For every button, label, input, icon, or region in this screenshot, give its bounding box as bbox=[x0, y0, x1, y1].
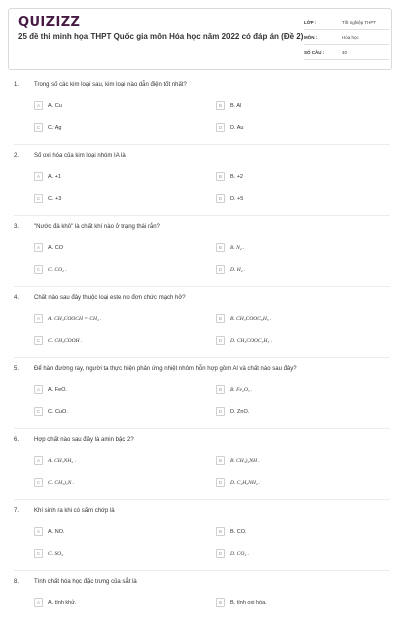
option-letter-box[interactable]: A bbox=[34, 527, 43, 536]
answer-option-b[interactable] bbox=[216, 313, 272, 324]
question-text: Số oxi hóa của kim loại nhóm IA là bbox=[34, 153, 126, 159]
question-header bbox=[14, 577, 137, 587]
answer-option-c[interactable] bbox=[34, 335, 82, 346]
answer-option-d[interactable] bbox=[216, 122, 243, 133]
option-letter-box[interactable]: B bbox=[216, 598, 225, 607]
question-header bbox=[14, 222, 160, 232]
answer-option-d[interactable] bbox=[216, 406, 249, 417]
answer-option-c[interactable] bbox=[34, 477, 74, 488]
question-number: 6. bbox=[14, 437, 20, 443]
meta-value: Hóa học bbox=[342, 34, 359, 40]
question-number: 7. bbox=[14, 508, 20, 514]
answer-option-c[interactable] bbox=[34, 193, 61, 204]
option-text: A. CH₃NH₂ . bbox=[48, 457, 76, 464]
option-text: A. Cu bbox=[48, 102, 62, 109]
quizizz-logo: QUIZIZZ bbox=[18, 15, 81, 30]
question-text: Khí sinh ra khi có sấm chớp là bbox=[34, 508, 115, 514]
answer-option-a[interactable] bbox=[34, 455, 76, 466]
option-letter-box[interactable]: B bbox=[216, 101, 225, 110]
option-text: C. SO₂ bbox=[48, 550, 64, 557]
answer-option-c[interactable] bbox=[34, 122, 61, 133]
answer-option-d[interactable] bbox=[216, 264, 245, 275]
question-list bbox=[14, 76, 390, 644]
option-text: D. Au bbox=[230, 124, 244, 131]
answer-option-d[interactable] bbox=[216, 335, 272, 346]
meta-label: SỐ CÂU : bbox=[304, 49, 325, 55]
option-letter-box[interactable]: B bbox=[216, 314, 225, 323]
answer-option-d[interactable] bbox=[216, 548, 249, 559]
option-letter-box[interactable]: C bbox=[34, 478, 43, 487]
option-text: C. CuO. bbox=[48, 408, 68, 415]
worksheet-meta bbox=[304, 15, 389, 60]
option-letter-box[interactable]: C bbox=[34, 336, 43, 345]
question-3 bbox=[14, 218, 390, 289]
question-text: Để hàn đường ray, người ta thực hiện phản ứng nhiệt nhôm hỗn hợp gồm Al và chất nào sau đây? bbox=[34, 366, 297, 372]
option-letter-box[interactable]: A bbox=[34, 598, 43, 607]
option-text: C. CH₃)₃N . bbox=[48, 479, 75, 486]
question-5 bbox=[14, 360, 390, 431]
answer-option-a[interactable] bbox=[34, 526, 65, 537]
option-text: B. CO. bbox=[230, 528, 247, 535]
meta-row-count bbox=[304, 45, 389, 60]
option-text: B. CH₃)₂NH . bbox=[230, 457, 260, 464]
answer-option-b[interactable] bbox=[216, 455, 260, 466]
meta-row-class bbox=[304, 15, 389, 30]
option-text: D. C₂H₅NH₂ . bbox=[230, 479, 261, 486]
question-header bbox=[14, 293, 186, 303]
answer-option-a[interactable] bbox=[34, 171, 61, 182]
question-number: 8. bbox=[14, 579, 20, 585]
option-text: A. +1 bbox=[48, 173, 61, 180]
answer-option-b[interactable] bbox=[216, 242, 244, 253]
option-text: A. CH₃COOCH = CH₂ . bbox=[48, 315, 102, 322]
option-text: D. H₂ . bbox=[230, 266, 246, 273]
question-header bbox=[14, 506, 115, 516]
worksheet-title: 25 đề thi minh họa THPT Quốc gia môn Hóa học năm 2022 có đáp án (Đề 2) bbox=[18, 32, 304, 41]
question-text: "Nước đá khô" là chất khí nào ở trạng thái rắn? bbox=[34, 224, 160, 230]
option-text: D. CO₂ . bbox=[230, 550, 250, 557]
answer-option-a[interactable] bbox=[34, 597, 76, 608]
option-letter-box[interactable]: C bbox=[34, 123, 43, 132]
option-letter-box[interactable]: D bbox=[216, 265, 225, 274]
meta-value: Tốt nghiệp THPT bbox=[342, 19, 377, 25]
option-letter-box[interactable]: B bbox=[216, 385, 225, 394]
answer-option-a[interactable] bbox=[34, 242, 63, 253]
option-text: A. FeO. bbox=[48, 386, 67, 393]
option-text: B. Al bbox=[230, 102, 242, 109]
answer-option-d[interactable] bbox=[216, 193, 243, 204]
option-text: B. tính oxi hóa. bbox=[230, 599, 267, 606]
question-4 bbox=[14, 289, 390, 360]
question-8 bbox=[14, 573, 390, 644]
option-text: D. ZnO. bbox=[230, 408, 250, 415]
option-text: C. CH₃COOH . bbox=[48, 337, 83, 344]
option-text: A. CO bbox=[48, 244, 63, 251]
worksheet-header bbox=[8, 8, 392, 70]
option-letter-box[interactable]: C bbox=[34, 407, 43, 416]
question-number: 2. bbox=[14, 153, 20, 159]
question-text: Tính chất hóa học đặc trưng của sắt là bbox=[34, 579, 137, 585]
option-letter-box[interactable]: D bbox=[216, 478, 225, 487]
option-letter-box[interactable]: B bbox=[216, 243, 225, 252]
question-header bbox=[14, 80, 187, 90]
question-text: Chất nào sau đây thuộc loại este no đơn chức mạch hở? bbox=[34, 295, 186, 301]
option-text: A. NO. bbox=[48, 528, 65, 535]
option-letter-box[interactable]: D bbox=[216, 123, 225, 132]
question-divider bbox=[14, 570, 390, 571]
question-header bbox=[14, 151, 126, 161]
option-letter-box[interactable]: A bbox=[34, 243, 43, 252]
option-letter-box[interactable]: A bbox=[34, 385, 43, 394]
answer-option-b[interactable] bbox=[216, 597, 267, 608]
question-divider bbox=[14, 357, 390, 358]
option-letter-box[interactable]: C bbox=[34, 549, 43, 558]
question-divider bbox=[14, 428, 390, 429]
answer-option-b[interactable] bbox=[216, 100, 241, 111]
answer-option-a[interactable] bbox=[34, 100, 62, 111]
question-header bbox=[14, 435, 134, 445]
question-divider bbox=[14, 144, 390, 145]
option-letter-box[interactable]: B bbox=[216, 456, 225, 465]
option-letter-box[interactable]: D bbox=[216, 549, 225, 558]
meta-label: MÔN : bbox=[304, 34, 318, 40]
answer-option-b[interactable] bbox=[216, 526, 247, 537]
option-letter-box[interactable]: B bbox=[216, 172, 225, 181]
option-text: B. CH₃COOC₆H₅ . bbox=[230, 315, 272, 322]
option-letter-box[interactable]: C bbox=[34, 194, 43, 203]
option-letter-box[interactable]: D bbox=[216, 407, 225, 416]
question-divider bbox=[14, 499, 390, 500]
question-number: 5. bbox=[14, 366, 20, 372]
option-letter-box[interactable]: A bbox=[34, 172, 43, 181]
question-number: 3. bbox=[14, 224, 20, 230]
option-text: B. +2 bbox=[230, 173, 243, 180]
meta-label: LỚP : bbox=[304, 19, 317, 25]
question-7 bbox=[14, 502, 390, 573]
option-text: D. CH₃COOC₂H₅ . bbox=[230, 337, 273, 344]
question-number: 4. bbox=[14, 295, 20, 301]
question-number: 1. bbox=[14, 82, 20, 88]
answer-option-c[interactable] bbox=[34, 548, 63, 559]
meta-value: 40 bbox=[342, 49, 348, 55]
answer-option-c[interactable] bbox=[34, 406, 68, 417]
meta-row-subject bbox=[304, 30, 389, 45]
question-6 bbox=[14, 431, 390, 502]
option-text: C. CO₂ . bbox=[48, 266, 67, 273]
answer-option-b[interactable] bbox=[216, 171, 243, 182]
option-text: B. N₂ . bbox=[230, 244, 245, 251]
answer-option-c[interactable] bbox=[34, 264, 67, 275]
question-text: Trong số các kim loại sau, kim loại nào dẫn điện tốt nhất? bbox=[34, 82, 187, 88]
answer-option-d[interactable] bbox=[216, 477, 261, 488]
option-letter-box[interactable]: D bbox=[216, 336, 225, 345]
option-text: D. +5 bbox=[230, 195, 244, 202]
answer-option-a[interactable] bbox=[34, 384, 67, 395]
option-text: C. Ag bbox=[48, 124, 62, 131]
question-header bbox=[14, 364, 297, 374]
option-letter-box[interactable]: C bbox=[34, 265, 43, 274]
answer-option-a[interactable] bbox=[34, 313, 102, 324]
question-text: Hợp chất nào sau đây là amin bậc 2? bbox=[34, 437, 134, 443]
option-text: C. +3 bbox=[48, 195, 62, 202]
question-divider bbox=[14, 286, 390, 287]
option-text: A. tính khử. bbox=[48, 599, 77, 606]
option-letter-box[interactable]: A bbox=[34, 101, 43, 110]
option-letter-box[interactable]: A bbox=[34, 456, 43, 465]
question-2 bbox=[14, 147, 390, 218]
option-letter-box[interactable]: B bbox=[216, 527, 225, 536]
option-text: B. Fe₂O₃ . bbox=[230, 386, 253, 393]
answer-option-b[interactable] bbox=[216, 384, 252, 395]
question-1 bbox=[14, 76, 390, 147]
option-letter-box[interactable]: D bbox=[216, 194, 225, 203]
option-letter-box[interactable]: A bbox=[34, 314, 43, 323]
question-divider bbox=[14, 215, 390, 216]
